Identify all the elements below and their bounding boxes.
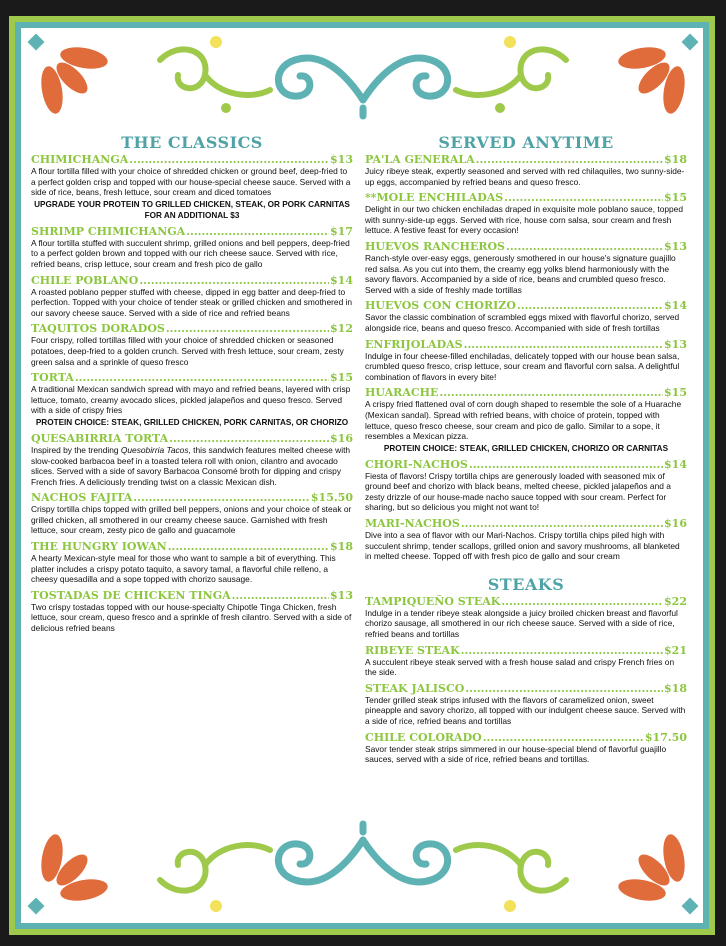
anytime-steaks-column	[365, 134, 687, 769]
item-name: PA'LA GENERALA	[365, 153, 475, 166]
section-title-classics: THE CLASSICS	[121, 133, 263, 152]
menu-item-steak-jalisco	[365, 682, 687, 727]
item-desc: Tender grilled steak strips infused with the flavors of caramelized onion, sweet pineapple and savory chorizo, all topped with our indulgent cheese sauce. Served with a side of rice, refried beans and tortillas	[365, 694, 686, 726]
item-desc: Savor tender steak strips simmered in our house-special blend of flavorful guajillo sauces, served with a side of rice, refried beans and tortillas.	[365, 743, 667, 765]
item-price: $17	[330, 224, 353, 238]
menu-item-tampiqueno-steak	[365, 595, 687, 640]
menu-item-ribeye-steak	[365, 644, 687, 678]
item-desc: Inspired by the trending Quesobirria Tacos, this sandwich features melted cheese with slow-cooked barbacoa beef in a toasted telera roll with onion, cilantro and avocado slices. Served with a side of savory Barbacoa Consomé broth for dipping and crispy French fries. A deliciously trending twist on a classic Mexican dish.	[31, 444, 351, 487]
item-price: $14	[664, 457, 687, 471]
item-name: CHORI-NACHOS	[365, 457, 468, 471]
menu-item-chori-nachos	[365, 458, 687, 513]
item-desc: A roasted poblano pepper stuffed with cheese, dipped in egg batter and deep-fried to perfection. Topped with your choice of tender steak or grilled chicken and smothered in our savory cheese sauce. Served with a side of rice and refried beans	[31, 286, 353, 318]
item-desc: Ranch-style over-easy eggs, generously smothered in our house's signature guajillo red salsa. As you cut into them, the creamy egg yolks blend harmoniously with the savory flavors. Accompanied by a side of rice, beans and crumbled queso fresco. Served with a side of freshly made tortillas	[365, 252, 676, 295]
item-price: $18	[330, 540, 353, 554]
item-price: $13	[664, 337, 687, 351]
item-price: $12	[330, 322, 353, 336]
item-price: $14	[330, 273, 353, 287]
item-price: $18	[664, 681, 687, 695]
classics-column	[31, 134, 353, 638]
bottom-scroll-ornament	[150, 820, 576, 920]
item-desc: Delight in our two chicken enchiladas draped in exquisite mole poblano sauce, topped with sunny-side-up eggs. Served with rice, house corn salsa, sour cream and fresh lettuce. A festive feast for every occasion!	[365, 204, 683, 236]
item-price: $14	[664, 299, 687, 313]
upgrade-note: UPGRADE YOUR PROTEIN TO GRILLED CHICKEN, STEAK, OR PORK CARNITAS FOR AN ADDITIONAL $3	[34, 199, 350, 220]
item-name: THE HUNGRY IOWAN	[31, 540, 167, 554]
item-price: $13	[330, 153, 353, 166]
item-price: $18	[664, 153, 687, 166]
item-name: HUEVOS RANCHEROS	[365, 239, 505, 253]
item-desc: Two crispy tostadas topped with our house-specialty Chipotle Tinga Chicken, fresh lettuce, sour cream, queso fresco and a sprinkle of fresh cilantro. Served with a side of delicious refried beans	[31, 601, 352, 634]
section-title-steaks: STEAKS	[487, 574, 565, 594]
menu-item-mole-enchiladas	[365, 191, 687, 236]
item-name: ENFRIJOLADAS	[365, 337, 463, 351]
item-desc: Dive into a sea of flavor with our Mari-Nachos. Crispy tortilla chips piled high with succulent shrimp, tender scallops, grilled onion and savory mushrooms, all blanketed in melted cheese. Topped off with fresh pico de gallo and sour cream	[365, 530, 680, 562]
item-name: CHIMICHANGA	[31, 153, 129, 166]
menu-item-tostadas-de-chicken-tinga	[31, 589, 353, 634]
menu-item-shrimp-chimichanga	[31, 225, 353, 270]
item-price: $21	[664, 643, 687, 657]
menu-item-the-hungry-iowan	[31, 540, 353, 585]
top-scroll-ornament	[150, 30, 576, 120]
item-desc: A crispy fried flattened oval of corn dough shaped to resemble the sole of a Huarache (Mexican sandal). Spread with refried beans, with choice of protein, topped with lettuce, queso fresco cheese, sour cream and pico de gallo. Similar to a sope, it resembles a Mexican pizza.	[365, 399, 682, 442]
item-name: CHILE POBLANO	[31, 273, 139, 287]
item-name: TORTA	[31, 371, 74, 385]
menu-item-chile-colorado	[365, 731, 687, 765]
item-price: $13	[330, 588, 353, 602]
item-name: QUESABIRRIA TORTA	[31, 431, 169, 445]
item-desc: Savor the classic combination of scrambled eggs mixed with flavorful chorizo, served alongside rice, beans and queso fresco. Accompanied with side of fresh tortillas	[365, 312, 680, 333]
item-name: HUARACHE	[365, 386, 439, 400]
item-desc: A flour tortilla stuffed with succulent shrimp, grilled onions and bell peppers, deep-fried to a perfect golden brown and topped with our rich cheese sauce. Served with rice, refried beans, crisp lettuce, sour cream and fresh pico de gallo	[31, 237, 350, 269]
item-name: SHRIMP CHIMICHANGA	[31, 224, 186, 238]
item-desc: A traditional Mexican sandwich spread with mayo and refried beans, layered with crisp lettuce, tomato, creamy avocado slices, pickled jalapeños and queso fresco. Served with a side of crispy fries	[31, 384, 351, 416]
item-name: TOSTADAS DE CHICKEN TINGA	[31, 588, 231, 602]
item-name: STEAK JALISCO	[365, 681, 465, 695]
item-desc: A flour tortilla filled with your choice of shredded chicken or ground beef, deep-fried to a perfect golden crisp and topped with our house-special cheese sauce. Served with a side of rice, beans, fresh lettuce, sour cream and diced tomatoes	[31, 166, 351, 198]
menu-item-huarache	[365, 386, 687, 453]
item-desc: A succulent ribeye steak served with a fresh house salad and crispy French fries on the side.	[365, 656, 675, 678]
item-name: TAMPIQUEÑO STEAK	[365, 594, 501, 608]
petal-ornament-bottom-left	[24, 828, 114, 920]
item-price: $15	[330, 371, 353, 385]
menu-item-pala-generala	[365, 153, 687, 187]
item-price: $17.50	[644, 730, 687, 744]
protein-note: PROTEIN CHOICE: STEAK, GRILLED CHICKEN, PORK CARNITAS, OR CHORIZO	[35, 417, 349, 427]
menu-item-enfrijoladas	[365, 338, 687, 383]
section-title-served-anytime: SERVED ANYTIME	[438, 133, 614, 152]
menu-item-chile-poblano	[31, 274, 353, 319]
item-name: NACHOS FAJITA	[31, 491, 133, 505]
item-desc: Four crispy, rolled tortillas filled with your choice of shredded chicken or seasoned potatoes, deep-fried to a golden crunch. Served with fresh lettuce, sour cream, zesty green salsa and a sprinkle of queso fresco	[31, 335, 344, 367]
item-price: $22	[664, 594, 687, 608]
menu-item-huevos-rancheros	[365, 240, 687, 295]
menu-item-taquitos-dorados	[31, 322, 353, 367]
item-desc: Indulge in four cheese-filled enchiladas, delicately topped with our house bean salsa, crumbled queso fresco, crisp lettuce, sour cream and flavorful corn salsa. A delightful combination of flavors in every bite!	[365, 350, 680, 382]
item-price: $15.50	[310, 491, 353, 505]
menu-item-huevos-con-chorizo	[365, 299, 687, 333]
menu-item-quesabirria-torta	[31, 432, 353, 487]
protein-note: PROTEIN CHOICE: STEAK, GRILLED CHICKEN, CHORIZO OR CARNITAS	[383, 443, 669, 453]
item-desc: Indulge in a tender ribeye steak alongside a juicy broiled chicken breast and flavorful chorizo sausage, all smothered in our rich cheese sauce. Served with a side of rice, refried beans and tortillas	[365, 607, 678, 640]
item-price: $16	[330, 431, 353, 445]
item-name: **MOLE ENCHILADAS	[365, 191, 504, 205]
menu-item-mari-nachos	[365, 517, 687, 562]
petal-ornament-top-left	[24, 30, 114, 120]
petal-ornament-top-right	[612, 30, 702, 120]
item-desc: Juicy ribeye steak, expertly seasoned and served with red chilaquiles, two sunny-side-up eggs, accompanied by refried beans and queso fresco.	[365, 166, 685, 187]
item-name: CHILE COLORADO	[365, 730, 482, 744]
item-desc: Fiesta of flavors! Crispy tortilla chips are generously loaded with seasoned mix of ground beef and chorizo with black beans, melted cheese, pickled jalapeños and a zesty drizzle of our house-made nacho sauce topped with sour cream. Perfect for sharing, but so delicious you might not want to!	[365, 470, 671, 513]
item-desc: A hearty Mexican-style meal for those who want to sample a bit of everything. This platter includes a crispy potato taquito, a savory tamal, a flavorful chile relleno, a cheesy quesadilla and a sope topped with chorizo sausage.	[31, 553, 336, 585]
menu-item-chimichanga	[31, 153, 353, 221]
item-name: HUEVOS CON CHORIZO	[365, 299, 516, 313]
item-price: $15	[664, 386, 687, 400]
item-desc: Crispy tortilla chips topped with grilled bell peppers, onions and your choice of steak or grilled chicken, all smothered in our creamy cheese sauce. Garnished with fresh lettuce, sour cream, zesty pico de gallo and guacamole	[31, 504, 352, 536]
petal-ornament-bottom-right	[612, 828, 702, 920]
item-price: $13	[664, 239, 687, 253]
item-name: TAQUITOS DORADOS	[31, 322, 165, 336]
item-price: $16	[664, 517, 687, 531]
menu-item-nachos-fajita	[31, 491, 353, 536]
item-name: MARI-NACHOS	[365, 517, 460, 531]
item-price: $15	[664, 191, 687, 205]
item-name: RIBEYE STEAK	[365, 643, 460, 657]
menu-item-torta	[31, 371, 353, 428]
